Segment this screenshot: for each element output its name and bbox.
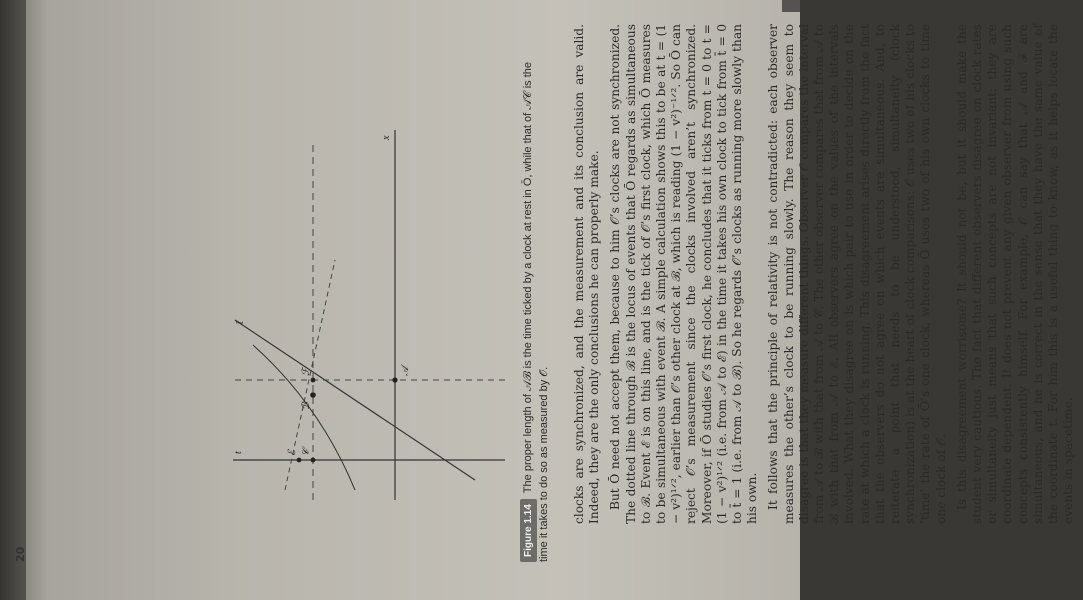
point-A xyxy=(392,377,397,382)
t-bar-axis xyxy=(235,320,475,480)
point-C xyxy=(311,458,316,463)
figure-caption xyxy=(520,42,552,562)
label-B: ℬ xyxy=(301,402,312,410)
label-A: 𝒜 xyxy=(400,366,411,376)
paragraph: clocks are synchronized, and the measurement and its conclusion are valid. Indeed, they are the only conclusions he can properly make. xyxy=(572,24,602,524)
next-page-corner xyxy=(782,0,800,12)
t-axis-label: t xyxy=(233,451,244,454)
spacetime-diagram xyxy=(225,120,515,520)
label-F: ℱ xyxy=(301,368,312,376)
paragraph: Is this disagreement worrisome? It should not be, but it should make the student very cautious. The fact that different observers disagree on clock rates or simultaneity just means that such concepts are not invariant: they are coordinate dependent. It does not prevent any given observer from using such concepts consistently himself. For example, 𝒪 can say that 𝒜 and ℱ are simultaneous, and he is correct in the sense that they have the same value of the coordinate t. For him this is a useful thing to know, as it helps locate the events in spacetime. xyxy=(954,24,1076,524)
book-page xyxy=(0,20,1076,580)
figure-label: Figure 1.14 xyxy=(520,499,537,562)
page-number: 20 xyxy=(14,546,27,562)
x-axis-label: x xyxy=(381,135,392,140)
paragraph: It follows that the principle of relativity is not contradicted: each observer measures the other’s clock to be running slowly. The reason they seem to disagree is that they measure different things. Observer 𝒪 compares the interval from 𝒜 to ℬ with that from 𝒜 to 𝒞. The other observer compares that from 𝒜 to ℬ with that from 𝒜 to ℰ. All observers agree on the values of the intervals involved. What they disagree on is which pair to use in order to decide on the rate at which a clock is running. This disagreement arises directly from the fact that the observers do not agree on which events are simultaneous. And, to reiterate a point that needs to be understood, simultaneity (clock synchronization) is at the heart of clock comparisons: 𝒪 uses two of his clocks to ‘time’ the rate of Ō’s one clock, whereas Ō uses two of his own clocks to time one clock of 𝒪. xyxy=(766,24,948,524)
label-C: 𝒞 xyxy=(301,448,312,456)
t-bar-axis-label: t̄ xyxy=(235,321,246,324)
body-text xyxy=(572,24,1083,524)
label-E: ℰ xyxy=(287,449,298,456)
point-E xyxy=(297,458,302,463)
point-B xyxy=(310,392,316,398)
calibration-hyperbola xyxy=(253,345,355,490)
point-F xyxy=(311,378,316,383)
paragraph: But Ō need not accept them, because to him 𝒪’s clocks are not synchronized. The dotted line through ℬ is the locus of events that Ō regards as simultaneous to ℬ. Event ℰ is on this line, and is the tick of 𝒪’s first clock, which Ō measures to be simultaneous with event ℬ. A simple calculation shows this to be at t = (1 − v²)¹ᐟ², earlier than 𝒪’s other clock at ℬ, which is reading (1 − v²)⁻¹ᐟ². So Ō can reject 𝒪’s measurement since the clocks involved aren’t synchronized. Moreover, if Ō studies 𝒪’s first clock, he concludes that it ticks from t = 0 to t = (1 − v²)¹ᐟ² (i.e. from 𝒜 to ℰ) in the time it takes his own clock to tick from t̄ = 0 to t̄ = 1 (i.e. from 𝒜 to ℬ). So he regards 𝒪’s clocks as running more slowly than his own. xyxy=(608,24,760,524)
figure-caption-text: The proper length of 𝒜ℬ is the time ticked by a clock at rest in Ō, while that of 𝒜𝒞 is the time it takes to do so as measured by 𝒪. xyxy=(522,61,550,562)
